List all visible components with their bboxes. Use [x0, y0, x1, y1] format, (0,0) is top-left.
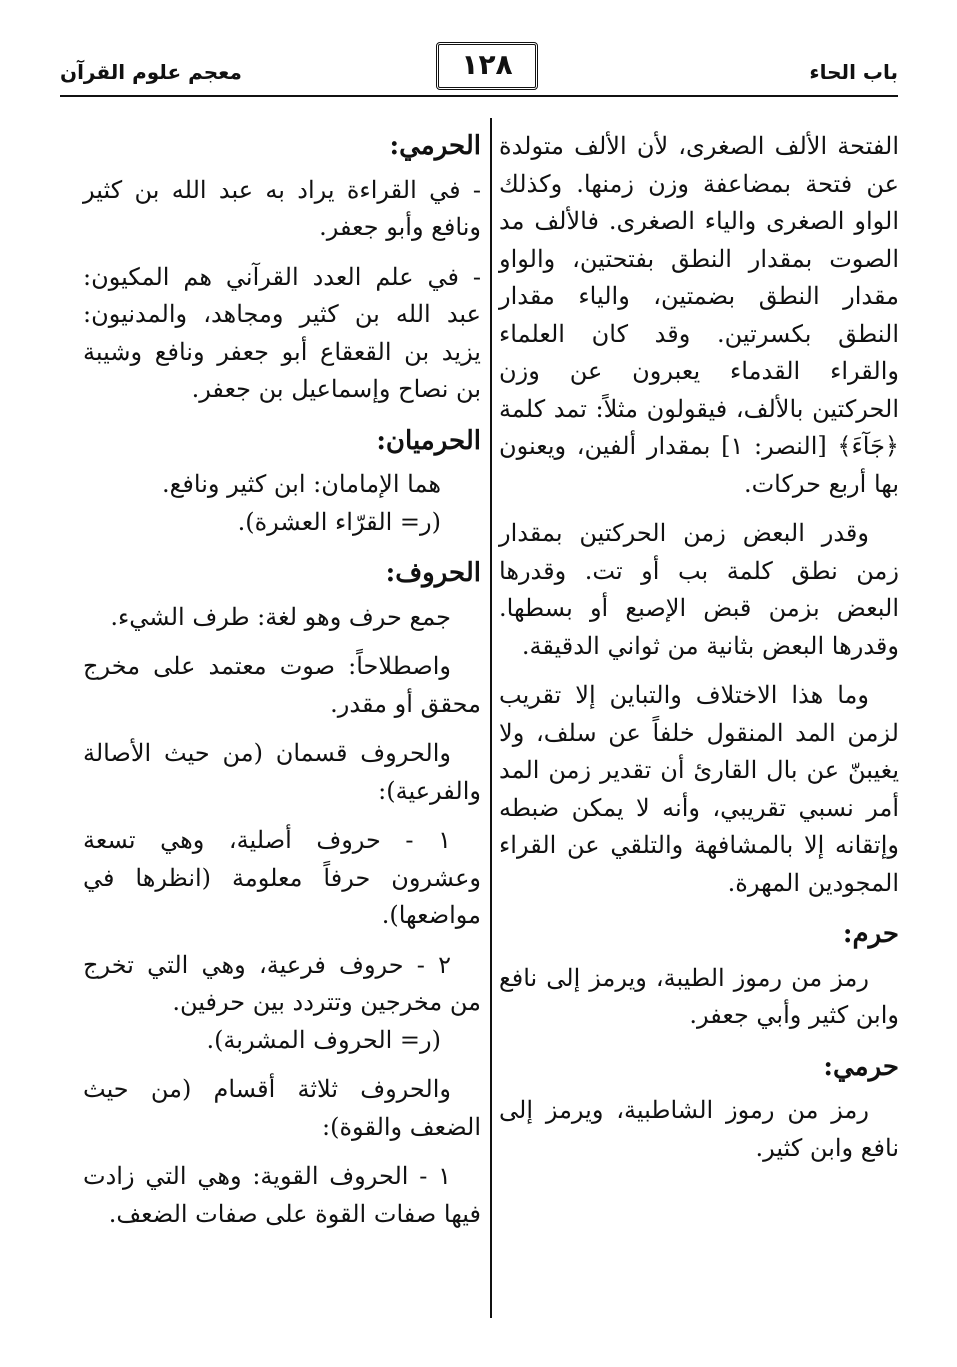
paragraph: ١ - الحروف القوية: وهي التي زادت فيها صفات القوة على صفات الضعف.	[83, 1162, 481, 1228]
paragraph: ١ - حروف أصلية، وهي تسعة وعشرون حرفاً معلومة (انظرها في مواضعها).	[83, 826, 481, 929]
paragraph: - في علم العدد القرآني هم المكيون: عبد الله بن كثير ومجاهد، والمدنيون: يزيد بن القعقاع أبو جعفر ونافع وشيبة بن نصاح وإسماعيل بن جعفر.	[83, 262, 481, 403]
paragraph: الفتحة الألف الصغرى، لأن الألف متولدة عن فتحة بمضاعفة وزن زمنها. وكذلك الواو الصغرى والياء الصغرى. فالألف مد الصوت بمقدار النطق بفتحتين، والواو مقدار النطق بضمتين، والياء مقدار النطق بكسرتين. وقد كان العلماء والقراء القدماء يعبرون عن وزن الحركتين بالألف، فيقولون مثلاً: تمد كلمة ﴿جَآءَ﴾ [النصر: ١] بمقدار ألفين، ويعنون بها أربع حركات.	[499, 132, 899, 498]
paragraph: وما هذا الاختلاف والتباين إلا تقريب لزمن المد المنقول خلفاً عن سلف، ولا يغيبنّ عن بال القارئ أن تقدير زمن المد أمر نسبي تقريبي، وأنه لا يمكن ضبطه وإتقانه إلا بالمشافهة والتلقي عن القراء المجودين المهرة.	[499, 681, 899, 897]
paragraph: ٢ - حروف فرعية، وهي التي تخرج من مخرجين وتتردد بين حرفين.	[83, 950, 481, 1016]
entry-heading: الحروف:	[385, 558, 481, 588]
paragraph: وقدر البعض زمن الحركتين بمقدار زمن نطق كلمة بب أو تت. وقدرها البعض بزمن قبض الإصبع أو بسطها. وقدرها البعض بثانية من ثواني الدقيقة.	[499, 519, 899, 660]
page-header	[60, 42, 898, 88]
book-title: معجم علوم القرآن	[60, 60, 242, 84]
column-divider	[490, 118, 492, 1318]
entry-heading: حرمي:	[823, 1051, 899, 1082]
entry-heading: حرم:	[842, 919, 899, 949]
cross-reference: (ر= الحروف المشربة).	[206, 1025, 441, 1054]
paragraph: جمع حرف وهو لغة: طرف الشيء.	[110, 602, 451, 631]
right-column	[499, 128, 899, 1179]
paragraph: رمز من رموز الشاطبية، ويرمز إلى نافع وابن كثير.	[499, 1096, 899, 1162]
page-number: ١٢٨	[436, 42, 538, 90]
paragraph: رمز من رموز الطيبة، ويرمز إلى نافع وابن كثير وأبي جعفر.	[499, 963, 899, 1029]
paragraph: والحروف قسمان (من حيث الأصالة والفرعية):	[83, 739, 481, 805]
entry-heading: الحرميان:	[376, 425, 481, 456]
header-rule	[60, 95, 898, 97]
chapter-title: باب الحاء	[809, 60, 898, 84]
paragraph: - في القراءة يراد به عبد الله بن كثير ونافع وأبو جعفر.	[83, 175, 481, 241]
paragraph: واصطلاحاً: صوت معتمد على مخرج محقق أو مقدر.	[83, 652, 481, 718]
paragraph: والحروف ثلاثة أقسام (من حيث الضعف والقوة):	[83, 1075, 481, 1141]
paragraph: هما الإمامان: ابن كثير ونافع.	[162, 470, 441, 498]
entry-heading: الحرمي:	[389, 131, 481, 161]
cross-reference: (ر= القرّاء العشرة).	[237, 507, 441, 536]
left-column	[83, 128, 481, 1245]
